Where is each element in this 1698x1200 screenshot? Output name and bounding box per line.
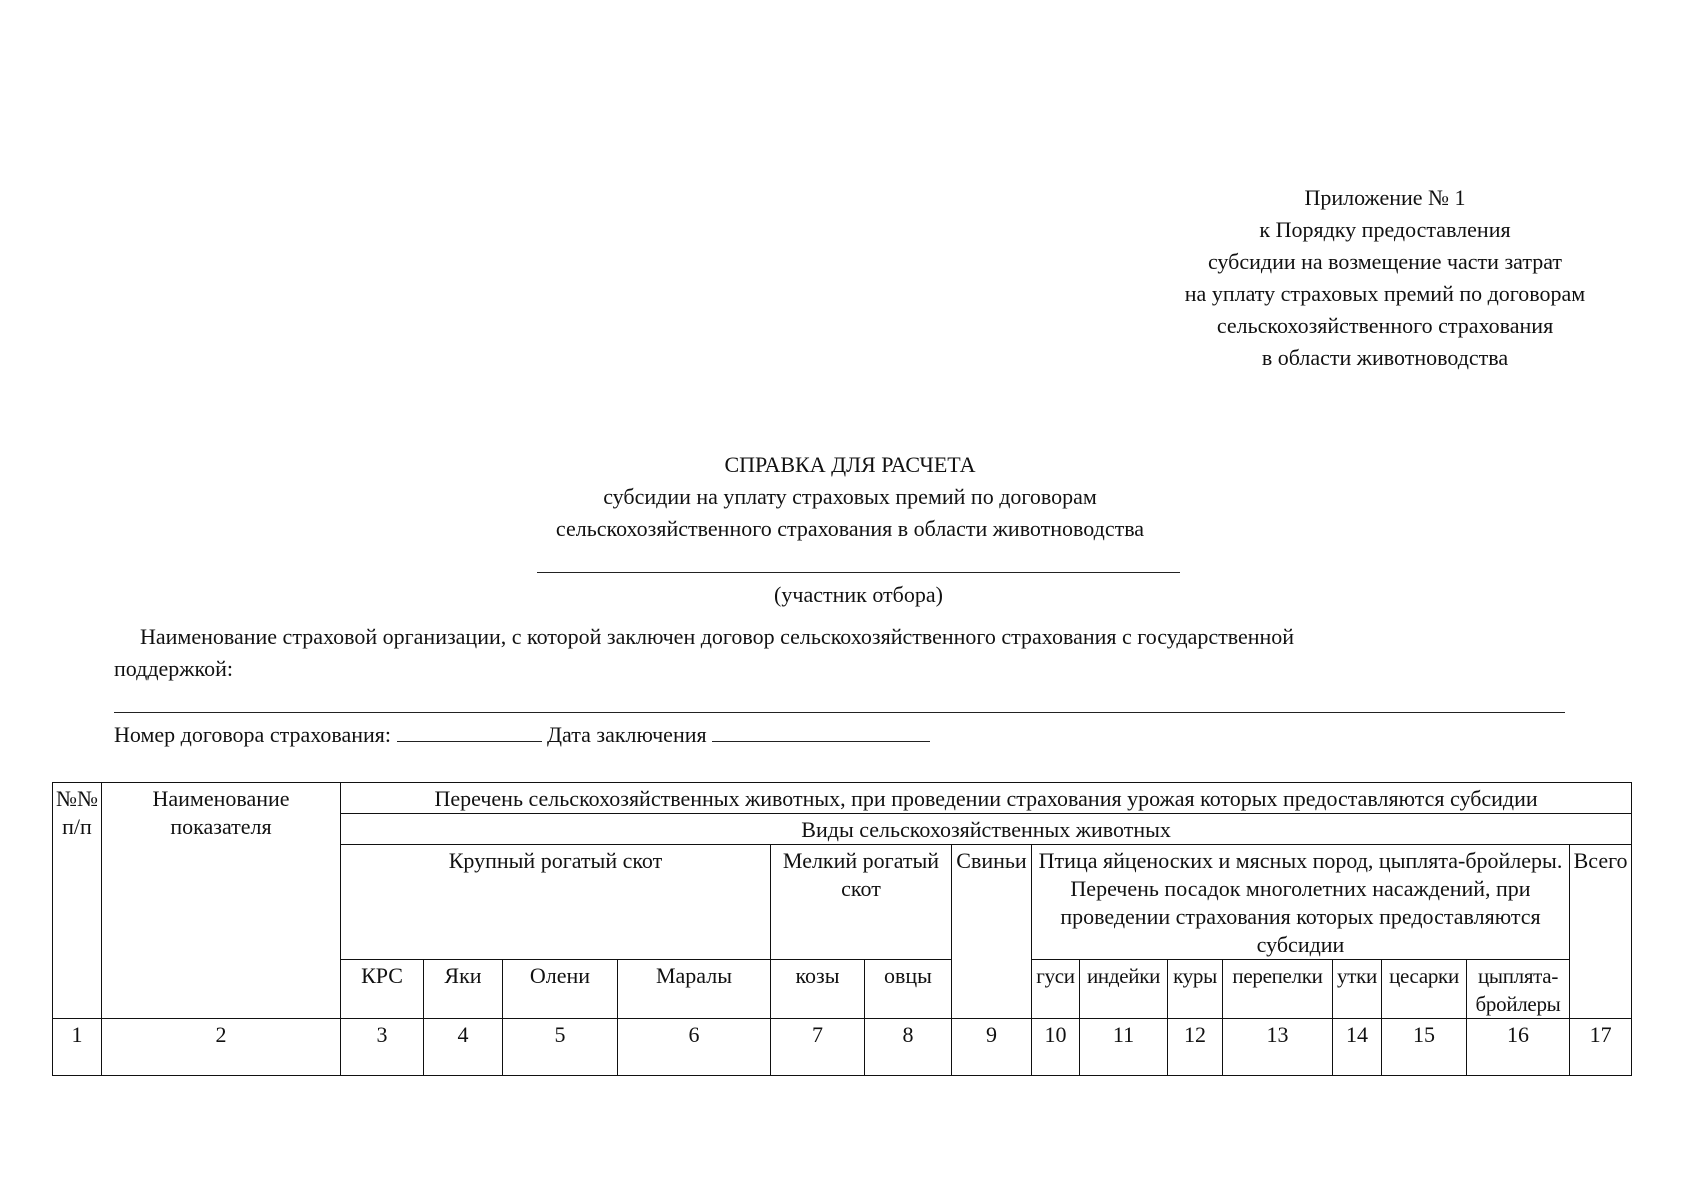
sub-marals: Маралы <box>618 960 771 1019</box>
header-pigs: Свиньи <box>952 845 1032 1019</box>
header-total: Всего <box>1570 845 1632 1019</box>
col-number: 6 <box>618 1019 771 1076</box>
sub-quails: перепелки <box>1223 960 1333 1019</box>
col-number: 17 <box>1570 1019 1632 1076</box>
title-line: сельскохозяйственного страхования в области животноводства <box>555 516 1145 541</box>
header-cattle: Крупный рогатый скот <box>341 845 771 960</box>
sub-yaks: Яки <box>424 960 503 1019</box>
col-number: 12 <box>1168 1019 1223 1076</box>
col-number: 16 <box>1467 1019 1570 1076</box>
annex-line: на уплату страховых премий по договорам <box>1184 281 1586 306</box>
header-types: Виды сельскохозяйственных животных <box>341 814 1632 845</box>
col-number: 1 <box>53 1019 102 1076</box>
header-small-cattle: Мелкий рогатый скот <box>771 845 952 960</box>
col-number: 2 <box>102 1019 341 1076</box>
participant-fill-line <box>537 572 1180 573</box>
header-indicator: Наименование показателя <box>102 783 341 1019</box>
title-line: субсидии на уплату страховых премий по договорам <box>603 484 1097 509</box>
col-number: 9 <box>952 1019 1032 1076</box>
header-list: Перечень сельскохозяйственных животных, при проведении страхования урожая которых предоставляются субсидии <box>341 783 1632 814</box>
annex-line: в области животноводства <box>1261 345 1509 370</box>
sub-guinea: цесарки <box>1382 960 1467 1019</box>
org-fill-line <box>114 712 1565 713</box>
sub-krs: КРС <box>341 960 424 1019</box>
participant-caption: (участник отбора) <box>774 582 943 607</box>
annex-line: субсидии на возмещение части затрат <box>1207 249 1563 274</box>
org-line: Наименование страховой организации, с которой заключен договор сельскохозяйственного страхования с государственной <box>140 624 1295 649</box>
sub-hens: куры <box>1168 960 1223 1019</box>
sub-geese: гуси <box>1032 960 1080 1019</box>
header-poultry: Птица яйценоских и мясных пород, цыплята-бройлеры. Перечень посадок многолетних насаждений, при проведении страхования которых предоставляются субсидии <box>1032 845 1570 960</box>
annex-header <box>1150 182 1620 374</box>
contract-number-blank <box>397 717 542 742</box>
subsidy-table <box>52 782 1632 1076</box>
sub-goats: козы <box>771 960 865 1019</box>
col-number: 14 <box>1333 1019 1382 1076</box>
sub-deer: Олени <box>503 960 618 1019</box>
col-number: 7 <box>771 1019 865 1076</box>
annex-line: сельскохозяйственного страхования <box>1216 313 1554 338</box>
col-number: 11 <box>1080 1019 1168 1076</box>
col-number: 15 <box>1382 1019 1467 1076</box>
col-number: 3 <box>341 1019 424 1076</box>
annex-line: Приложение № 1 <box>1304 185 1466 210</box>
header-num: №№ п/п <box>53 783 102 1019</box>
col-number: 8 <box>865 1019 952 1076</box>
sub-sheep: овцы <box>865 960 952 1019</box>
contract-date-label: Дата заключения <box>547 722 707 747</box>
col-number: 4 <box>424 1019 503 1076</box>
annex-line: к Порядку предоставления <box>1259 217 1511 242</box>
col-number: 13 <box>1223 1019 1333 1076</box>
org-paragraph <box>114 621 1564 685</box>
contract-number-label: Номер договора страхования: <box>114 722 392 747</box>
contract-date-blank <box>712 717 930 742</box>
sub-ducks: утки <box>1333 960 1382 1019</box>
document-title <box>480 449 1220 545</box>
sub-broilers: цыплята-бройлеры <box>1467 960 1570 1019</box>
contract-row <box>114 717 930 751</box>
col-number: 5 <box>503 1019 618 1076</box>
org-line: поддержкой: <box>114 656 233 681</box>
sub-turkeys: индейки <box>1080 960 1168 1019</box>
title-heading: СПРАВКА ДЛЯ РАСЧЕТА <box>724 452 976 477</box>
col-number: 10 <box>1032 1019 1080 1076</box>
